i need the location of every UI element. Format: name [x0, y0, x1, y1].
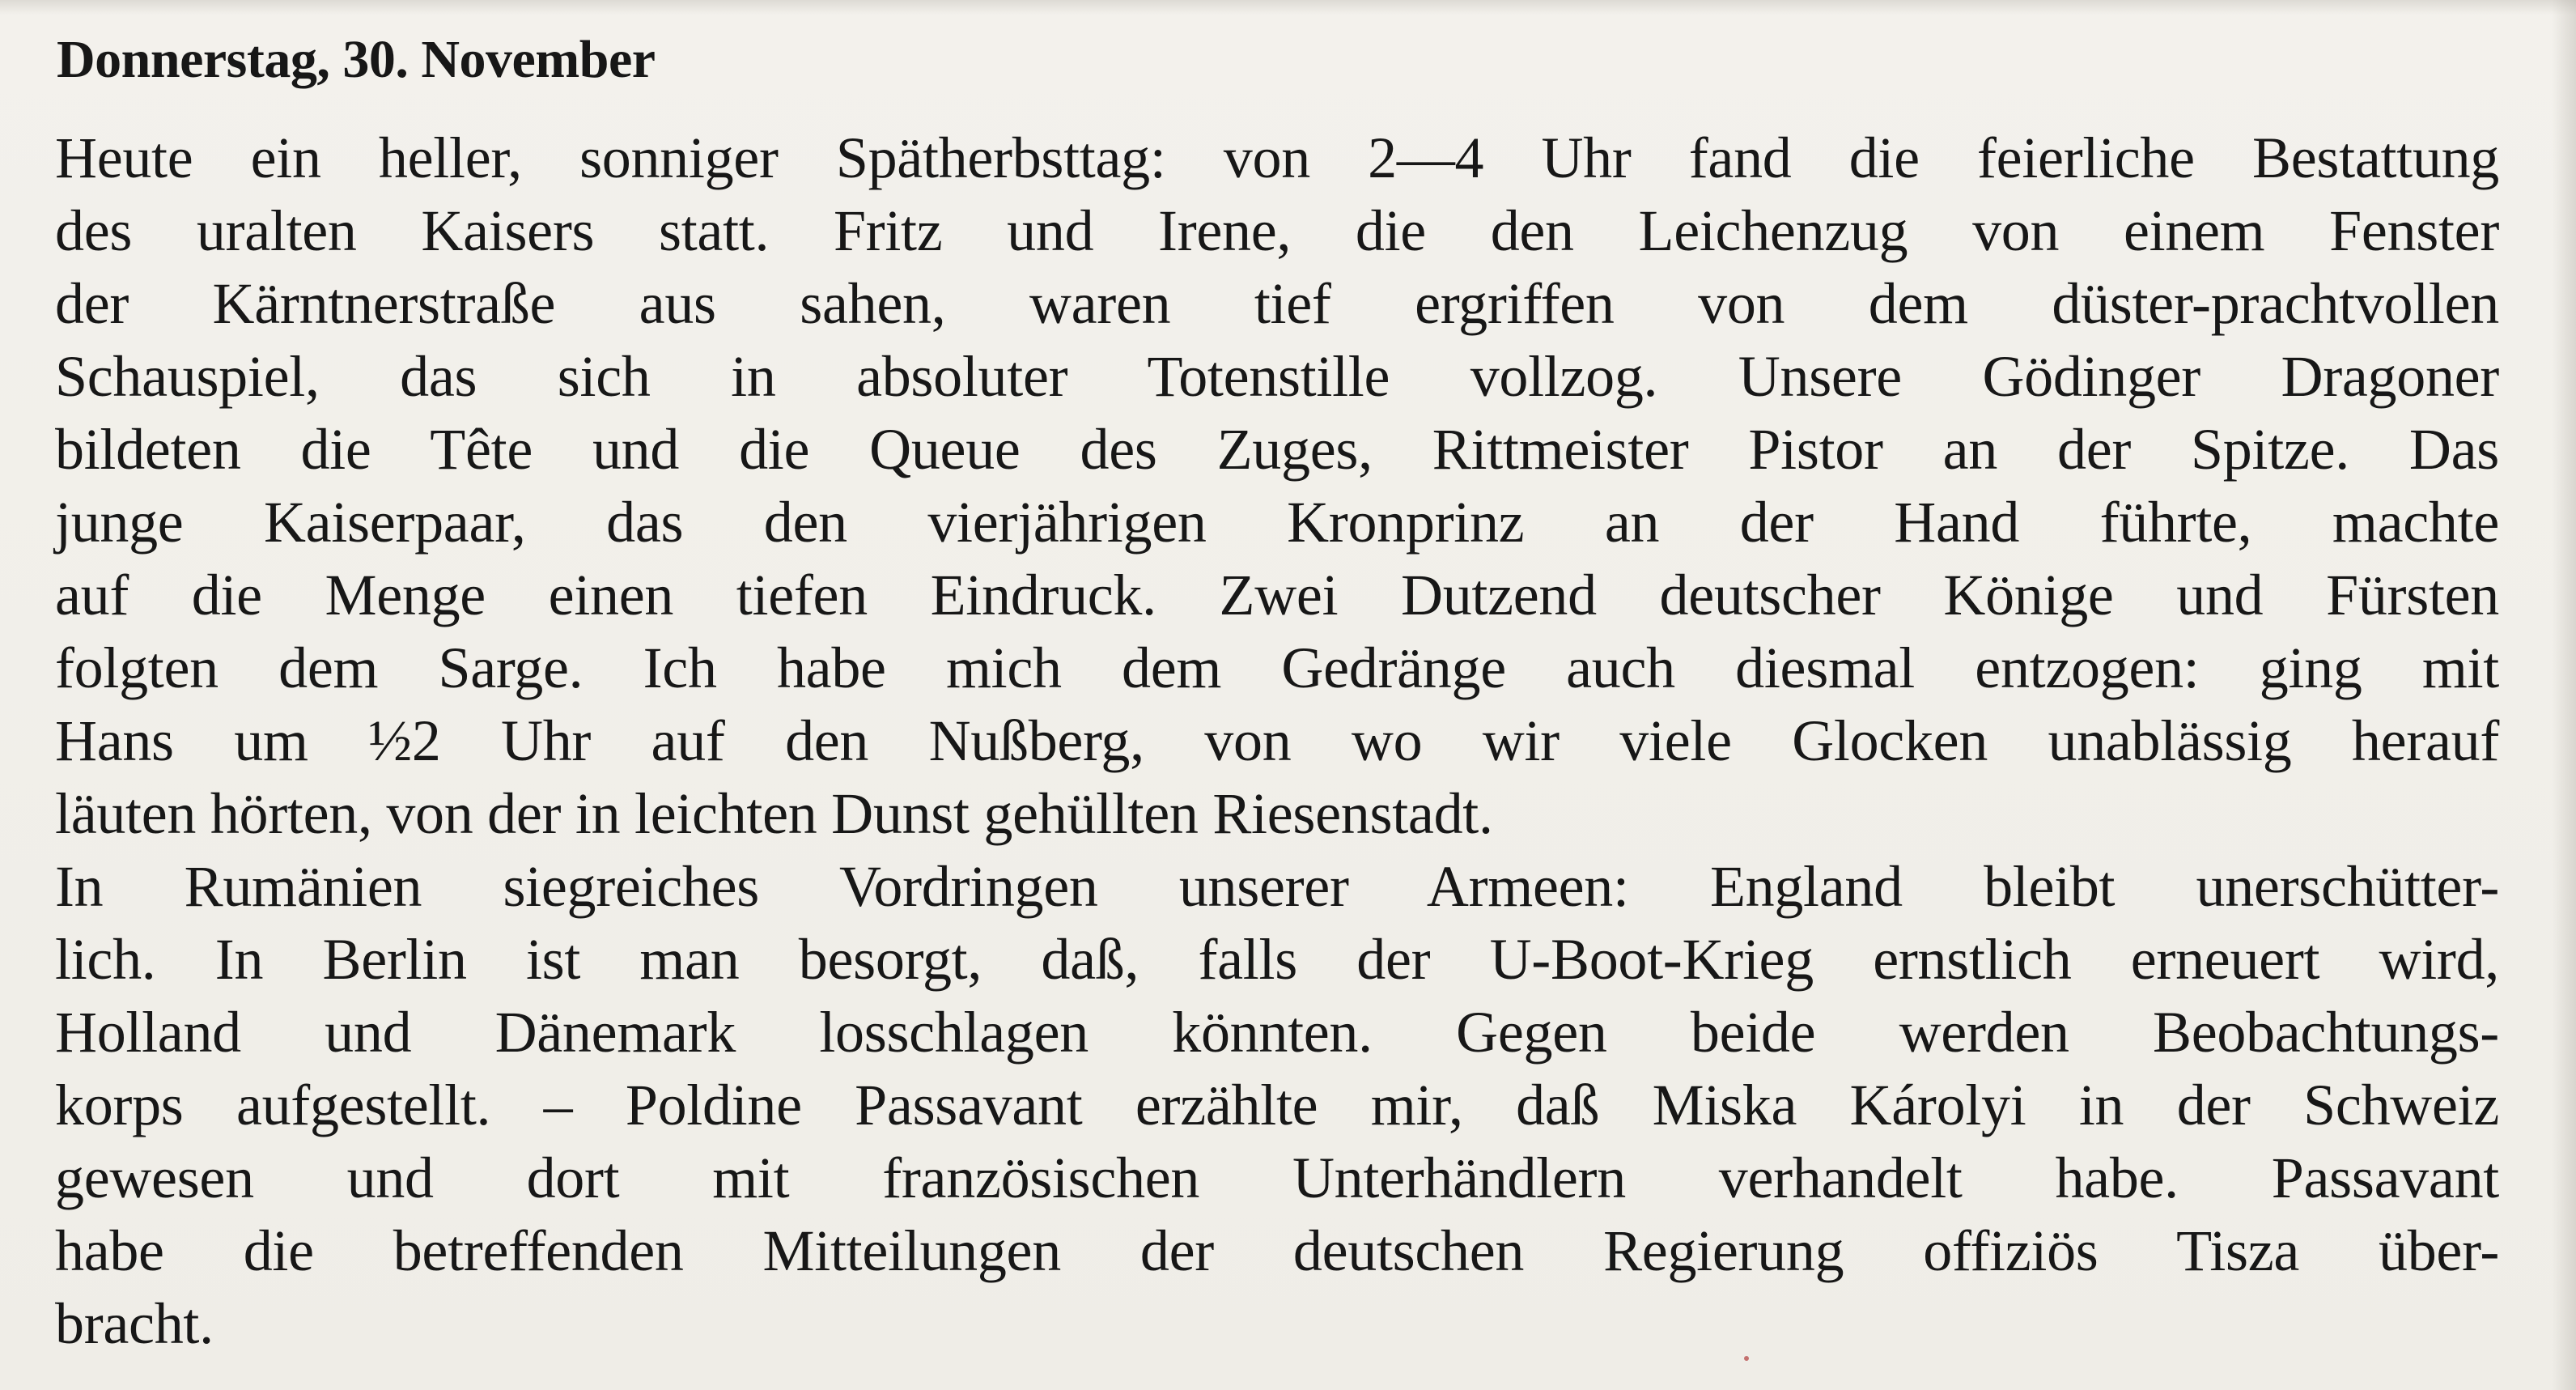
page-edge-shadow-top [0, 0, 2576, 15]
scan-speck [1744, 1356, 1749, 1361]
text-line: korps aufgestellt. – Poldine Passavant erzählte mir, daß Miska Károlyi in der Schweiz [55, 1073, 2499, 1137]
text-line: der Kärntnerstraße aus sahen, waren tief ergriffen von dem düster-prachtvollen [55, 271, 2499, 336]
diary-entry-date-heading: Donnerstag, 30. November [57, 30, 656, 89]
text-line: bracht. [55, 1291, 214, 1356]
diary-entry-body [55, 121, 2499, 1360]
text-line: läuten hörten, von der in leichten Dunst gehüllten Riesenstadt. [55, 781, 1493, 846]
text-line: In Rumänien siegreiches Vordringen unserer Armeen: England bleibt unerschütter- [55, 854, 2499, 919]
text-line: Schauspiel, das sich in absoluter Totenstille vollzog. Unsere Gödinger Dragoner [55, 344, 2499, 409]
text-line: gewesen und dort mit französischen Unterhändlern verhandelt habe. Passavant [55, 1146, 2499, 1210]
text-line: junge Kaiserpaar, das den vierjährigen Kronprinz an der Hand führte, machte [55, 490, 2499, 555]
text-line: habe die betreffenden Mitteilungen der deutschen Regierung offiziös Tisza über- [55, 1218, 2499, 1283]
text-line: Holland und Dänemark losschlagen könnten. Gegen beide werden Beobachtungs- [55, 1000, 2499, 1065]
text-line: Hans um ½2 Uhr auf den Nußberg, von wo wir viele Glocken unablässig herauf [55, 708, 2499, 773]
text-line: lich. In Berlin ist man besorgt, daß, falls der U-Boot-Krieg ernstlich erneuert wird, [55, 927, 2499, 992]
text-line: des uralten Kaisers statt. Fritz und Irene, die den Leichenzug von einem Fenster [55, 198, 2499, 263]
text-line: auf die Menge einen tiefen Eindruck. Zwei Dutzend deutscher Könige und Fürsten [55, 563, 2499, 627]
text-line: folgten dem Sarge. Ich habe mich dem Gedränge auch diesmal entzogen: ging mit [55, 635, 2499, 700]
page-edge-shadow-right [2552, 0, 2576, 1390]
text-line: bildeten die Tête und die Queue des Zuges, Rittmeister Pistor an der Spitze. Das [55, 417, 2499, 482]
text-line: Heute ein heller, sonniger Spätherbsttag: von 2—4 Uhr fand die feierliche Bestattung [55, 125, 2499, 190]
